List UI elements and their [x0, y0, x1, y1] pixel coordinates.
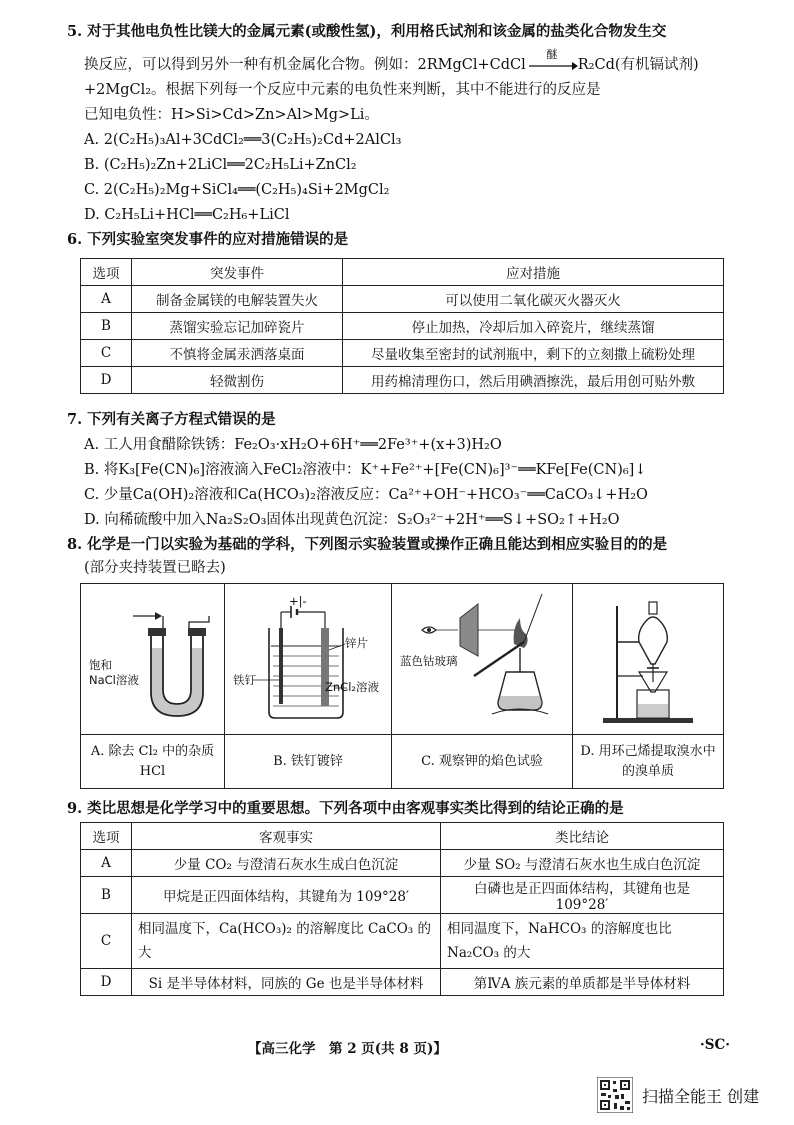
label-cobalt-glass: 蓝色钴玻璃 — [400, 654, 458, 668]
q6-table — [80, 258, 724, 394]
footer-code: ·SC· — [700, 1037, 730, 1053]
table-cell: A — [81, 286, 132, 313]
header-cell: 应对措施 — [343, 259, 724, 286]
table-cell: 少量 SO₂ 与澄清石灰水也生成白色沉淀 — [441, 850, 724, 877]
label-zinc-plate: 锌片 — [345, 636, 368, 650]
label-iron-nail: 铁钉 — [233, 673, 256, 687]
table-cell: 不慎将金属汞洒落桌面 — [132, 340, 343, 367]
q7-stem: 7. 下列有关离子方程式错误的是 — [67, 411, 276, 428]
page-footer: 【高三化学 第 2 页(共 8 页)】 — [248, 1041, 447, 1057]
table-cell: C — [81, 340, 132, 367]
table-header-row — [81, 259, 724, 286]
caption-a: A. 除去 Cl₂ 中的杂质 HCl — [81, 734, 224, 788]
q5-option-b: B. (C₂H₅)₂Zn+2LiCl══2C₂H₅Li+ZnCl₂ — [84, 157, 357, 173]
q5-stem-line2 — [84, 48, 699, 81]
table-row — [81, 313, 724, 340]
electroplating-apparatus-icon — [225, 584, 392, 734]
q5-stem-line2a: 换反应，可以得到另外一种有机金属化合物。例如：2RMgCl+CdCl — [84, 57, 526, 73]
q7-option-a: A. 工人用食醋除铁锈：Fe₂O₃·xH₂O+6H⁺══2Fe³⁺+(x+3)H₂O — [84, 437, 502, 453]
q6-stem: 6. 下列实验室突发事件的应对措施错误的是 — [67, 231, 349, 248]
table-cell: 停止加热，冷却后加入碎瓷片，继续蒸馏 — [343, 313, 724, 340]
table-cell: 轻微割伤 — [132, 367, 343, 394]
table-row — [81, 969, 724, 996]
figure-c — [392, 584, 573, 788]
table-cell: Si 是半导体材料，同族的 Ge 也是半导体材料 — [132, 969, 441, 996]
caption-c: C. 观察钾的焰色试验 — [392, 734, 572, 788]
table-cell: D — [81, 969, 132, 996]
table-row — [81, 367, 724, 394]
q7-option-c: C. 少量Ca(OH)₂溶液和Ca(HCO₃)₂溶液反应：Ca²⁺+OH⁻+HCO₃⁻══CaCO₃↓+H₂O — [84, 487, 648, 503]
q7-option-d: D. 向稀硫酸中加入Na₂S₂O₃固体出现黄色沉淀：S₂O₃²⁻+2H⁺══S↓+SO₂↑+H₂O — [84, 512, 620, 528]
q9-table — [80, 822, 724, 996]
q8-figure-panel — [80, 583, 724, 789]
table-cell: 尽量收集至密封的试剂瓶中，剩下的立刻撒上硫粉处理 — [343, 340, 724, 367]
q8-stem-line1: 8. 化学是一门以实验为基础的学科，下列图示实验装置或操作正确且能达到相应实验目的的是 — [67, 536, 668, 553]
q5-stem-line3: +2MgCl₂。根据下列每一个反应中元素的电负性来判断，其中不能进行的反应是 — [84, 82, 601, 98]
label-zncl2-solution: ZnCl₂溶液 — [325, 680, 380, 694]
table-cell: B — [81, 313, 132, 340]
label-saturated: 饱和 — [89, 658, 112, 672]
table-cell: 用药棉清理伤口，然后用碘酒擦洗，最后用创可贴外敷 — [343, 367, 724, 394]
label-nacl-solution: NaCl溶液 — [89, 673, 139, 687]
q5-option-d: D. C₂H₅Li+HCl══C₂H₆+LiCl — [84, 207, 290, 223]
table-header-row — [81, 823, 724, 850]
q5-stem-line2b: R₂Cd(有机镉试剂) — [577, 57, 699, 73]
figure-a — [81, 584, 225, 788]
header-cell: 类比结论 — [441, 823, 724, 850]
q9-stem: 9. 类比思想是化学学习中的重要思想。下列各项中由客观事实类比得到的结论正确的是 — [67, 800, 624, 817]
table-cell: 相同温度下，NaHCO₃ 的溶解度也比 Na₂CO₃ 的大 — [441, 914, 724, 969]
table-cell: 少量 CO₂ 与澄清石灰水生成白色沉淀 — [132, 850, 441, 877]
table-cell: 白磷也是正四面体结构，其键角也是 109°28′ — [441, 877, 724, 914]
header-cell: 客观事实 — [132, 823, 441, 850]
table-row — [81, 850, 724, 877]
table-cell: 可以使用二氧化碳灭火器灭火 — [343, 286, 724, 313]
header-cell: 突发事件 — [132, 259, 343, 286]
table-cell: 蒸馏实验忘记加碎瓷片 — [132, 313, 343, 340]
table-row — [81, 877, 724, 914]
figure-d — [573, 584, 723, 788]
reaction-condition: 醚 — [546, 48, 558, 61]
table-cell: A — [81, 850, 132, 877]
table-cell: D — [81, 367, 132, 394]
table-row — [81, 286, 724, 313]
table-cell: 制备金属镁的电解装置失火 — [132, 286, 343, 313]
q5-option-a: A. 2(C₂H₅)₃Al+3CdCl₂══3(C₂H₅)₂Cd+2AlCl₃ — [84, 132, 402, 148]
table-cell: 相同温度下，Ca(HCO₃)₂ 的溶解度比 CaCO₃ 的大 — [132, 914, 441, 969]
reaction-arrow — [526, 48, 578, 81]
table-cell: B — [81, 877, 132, 914]
separatory-funnel-apparatus-icon — [573, 584, 723, 734]
table-cell: 甲烷是正四面体结构，其键角为 109°28′ — [132, 877, 441, 914]
caption-b: B. 铁钉镀锌 — [225, 734, 391, 788]
caption-d: D. 用环己烯提取溴水中的溴单质 — [573, 734, 723, 788]
header-cell: 选项 — [81, 823, 132, 850]
table-row — [81, 340, 724, 367]
qr-code-icon — [597, 1077, 633, 1113]
table-row — [81, 914, 724, 969]
label-polarity: +|- — [289, 594, 307, 608]
figure-b — [225, 584, 392, 788]
q5-stem-line1: 5. 对于其他电负性比镁大的金属元素(或酸性氢)，利用格氏试剂和该金属的盐类化合物发生交 — [67, 23, 667, 40]
table-cell: 第ⅣA 族元素的单质都是半导体材料 — [441, 969, 724, 996]
q8-stem-line2: (部分夹持装置已略去) — [84, 560, 226, 576]
q5-stem-line4: 已知电负性：H>Si>Cd>Zn>Al>Mg>Li。 — [84, 107, 379, 123]
header-cell: 选项 — [81, 259, 132, 286]
table-cell: C — [81, 914, 132, 969]
q7-option-b: B. 将K₃[Fe(CN)₆]溶液滴入FeCl₂溶液中：K⁺+Fe²⁺+[Fe(CN)₆]³⁻══KFe[Fe(CN)₆]↓ — [84, 462, 647, 478]
scanner-watermark: 扫描全能王 创建 — [642, 1087, 760, 1106]
q5-option-c: C. 2(C₂H₅)₂Mg+SiCl₄══(C₂H₅)₄Si+2MgCl₂ — [84, 182, 390, 198]
